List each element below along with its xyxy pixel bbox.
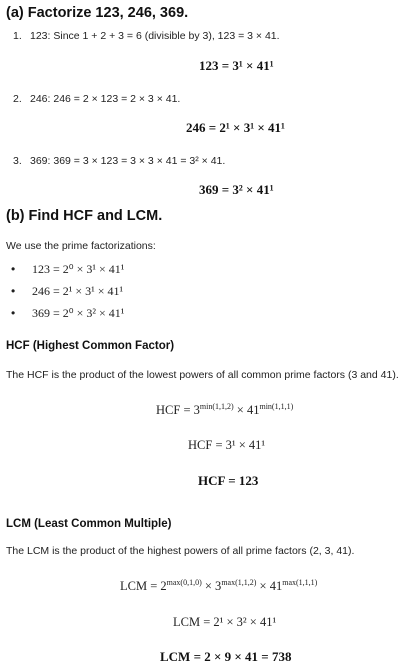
lcm-equation-2: LCM = 2¹ × 3² × 41¹ [173, 615, 277, 629]
bullet-1-dot: • [11, 262, 16, 276]
lcm-description: The LCM is the product of the highest powers of all prime factors (2, 3, 41). [6, 545, 355, 557]
hcf-equation-1: HCF = $3^{min(1,1,2)} \times 41^{min(1,1,1)}$ [156, 402, 294, 417]
item-2-result: 246 = 2¹ × 3¹ × 41¹ [186, 120, 285, 135]
item-3-text: 369: 369 = 3 × 123 = 3 × 3 × 41 = 3² × 41. [30, 155, 226, 167]
lcm-heading: LCM (Least Common Multiple) [6, 518, 172, 530]
item-1-text: 123: Since 1 + 2 + 3 = 6 (divisible by 3), 123 = 3 × 41. [30, 30, 280, 42]
item-2-number: 2. [13, 93, 22, 105]
lcm-equation-3: LCM = 2 × 9 × 41 = 738 [160, 649, 292, 664]
intro-text: We use the prime factorizations: [6, 240, 156, 252]
bullet-1-text: 123 = 2⁰ × 3¹ × 41¹ [32, 262, 125, 276]
part-b-heading: (b) Find HCF and LCM. [6, 208, 163, 224]
bullet-2-dot: • [11, 284, 16, 298]
bullet-3-dot: • [11, 306, 16, 320]
item-2-text: 246: 246 = 2 × 123 = 2 × 3 × 41. [30, 93, 181, 105]
hcf-equation-2: HCF = 3¹ × 41¹ [188, 438, 266, 452]
hcf-heading: HCF (Highest Common Factor) [6, 340, 175, 352]
bullet-3-text: 369 = 2⁰ × 3² × 41¹ [32, 306, 125, 320]
item-1-number: 1. [13, 30, 22, 42]
hcf-equation-3: HCF = 123 [198, 473, 259, 488]
item-3-result: 369 = 3² × 41¹ [199, 182, 274, 197]
item-3-number: 3. [13, 155, 22, 167]
bullet-2-text: 246 = 2¹ × 3¹ × 41¹ [32, 284, 124, 298]
lcm-equation-1: LCM = $2^{max(0,1,0)} \times 3^{max(1,1,2)} \times 41^{max(1,1,1)}$ [120, 578, 318, 593]
part-a-heading: (a) Factorize 123, 246, 369. [6, 5, 189, 21]
hcf-description: The HCF is the product of the lowest powers of all common prime factors (3 and 41). [6, 369, 399, 381]
item-1-result: 123 = 3¹ × 41¹ [199, 58, 274, 73]
